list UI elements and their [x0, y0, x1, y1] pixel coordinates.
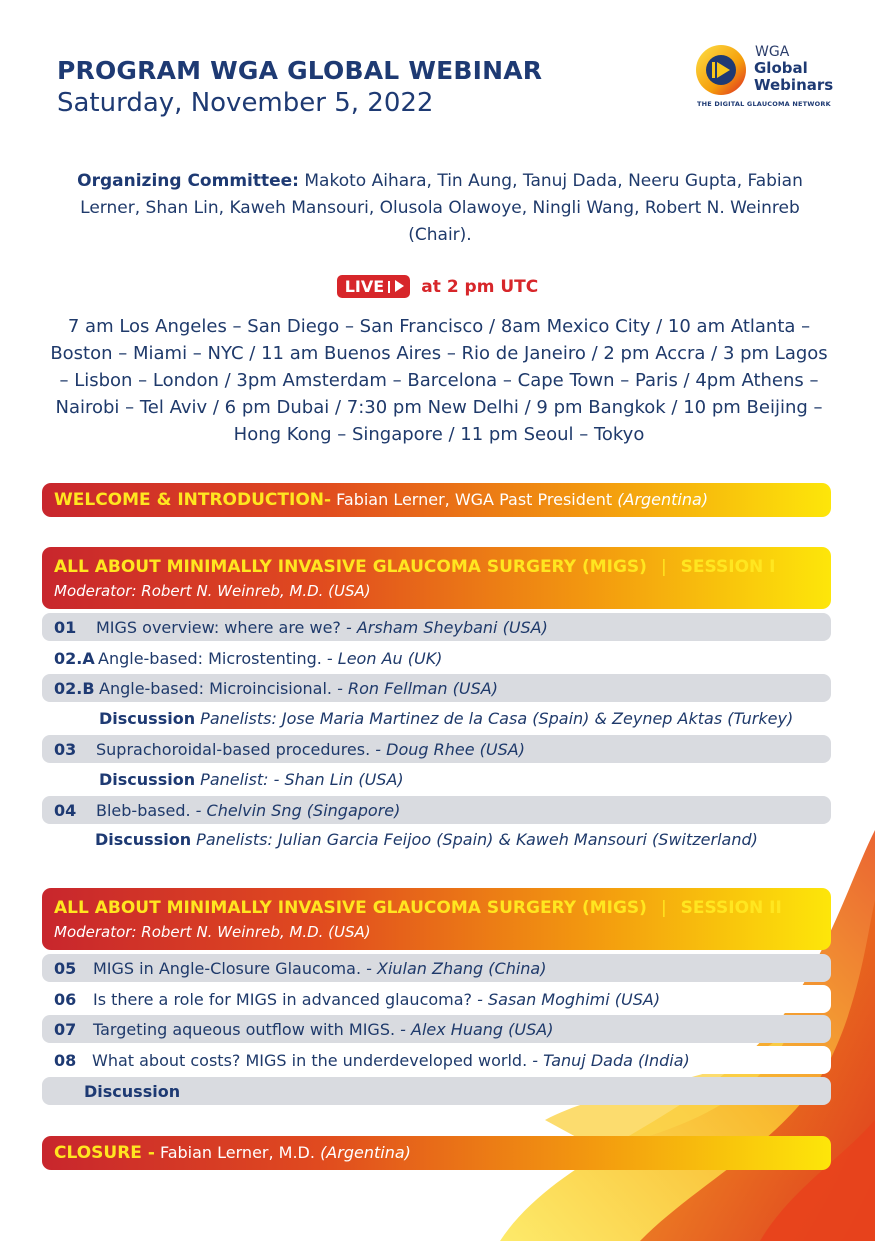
agenda-item	[42, 796, 831, 824]
logo-wordmark	[754, 60, 833, 94]
agenda-item	[42, 1046, 831, 1074]
item-number: 03	[54, 740, 77, 759]
item-speaker: - Xiulan Zhang (China)	[361, 959, 547, 978]
logo-line-webinars: Webinars	[754, 76, 834, 94]
closure-heading: CLOSURE -	[54, 1143, 155, 1163]
discussion-label: Discussion	[95, 830, 192, 849]
welcome-country: (Argentina)	[617, 490, 709, 509]
item-speaker: - Alex Huang (USA)	[395, 1020, 554, 1039]
item-title: MIGS overview: where are we?	[96, 618, 341, 637]
item-speaker: - Chelvin Sng (Singapore)	[190, 801, 401, 820]
live-badge: LIVE	[337, 275, 410, 298]
session2-label: SESSION II	[680, 898, 782, 918]
discussion-label: Discussion	[84, 1082, 181, 1101]
closure-country: (Argentina)	[320, 1143, 411, 1162]
agenda-item	[42, 735, 831, 763]
logo-wga-text: WGA	[755, 44, 790, 60]
live-time: at 2 pm UTC	[421, 276, 539, 297]
item-speaker: - Tanuj Dada (India)	[527, 1051, 690, 1070]
item-title: Angle-based: Microstenting.	[98, 649, 322, 668]
session1-separator: |	[660, 557, 667, 577]
play-icon	[395, 280, 404, 292]
item-title: Bleb-based.	[96, 801, 191, 820]
item-number: 01	[54, 618, 77, 637]
closure-banner	[42, 1136, 831, 1170]
session1-banner	[42, 547, 831, 609]
page-title: PROGRAM WGA GLOBAL WEBINAR	[57, 56, 543, 85]
item-speaker: - Doug Rhee (USA)	[370, 740, 525, 759]
item-speaker: - Leon Au (UK)	[321, 649, 443, 668]
discussion-line	[99, 709, 793, 728]
item-speaker: - Arsham Sheybani (USA)	[340, 618, 548, 637]
discussion-line	[95, 830, 758, 849]
agenda-item	[42, 644, 831, 672]
welcome-speaker: Fabian Lerner, WGA Past President	[336, 490, 613, 509]
agenda-item	[42, 1015, 831, 1043]
discussion-panelists: Panelists: Jose Maria Martinez de la Casa (Spain) & Zeynep Aktas (Turkey)	[195, 709, 794, 728]
item-number: 02.A	[54, 649, 95, 668]
session2-separator: |	[660, 898, 667, 918]
session2-banner	[42, 888, 831, 950]
item-title: Is there a role for MIGS in advanced glaucoma?	[93, 990, 473, 1009]
item-title: MIGS in Angle-Closure Glaucoma.	[93, 959, 362, 978]
logo-tagline: THE DIGITAL GLAUCOMA NETWORK	[697, 100, 831, 108]
live-bar-icon	[388, 281, 390, 293]
discussion-panelists: Panelist: - Shan Lin (USA)	[195, 770, 404, 789]
logo-line-global: Global	[754, 59, 808, 77]
closure-speaker: Fabian Lerner, M.D.	[159, 1143, 315, 1162]
agenda-discussion-row	[42, 1077, 831, 1105]
agenda-item	[42, 954, 831, 982]
session2-heading: ALL ABOUT MINIMALLY INVASIVE GLAUCOMA SURGERY (MIGS)	[54, 898, 647, 918]
session2-moderator: Moderator: Robert N. Weinreb, M.D. (USA)	[54, 923, 371, 941]
item-title: Targeting aqueous outflow with MIGS.	[93, 1020, 396, 1039]
committee-label: Organizing Committee:	[77, 171, 299, 191]
item-title: Angle-based: Microincisional.	[99, 679, 333, 698]
item-number: 04	[54, 801, 77, 820]
agenda-item	[42, 985, 831, 1013]
welcome-banner	[42, 483, 831, 517]
event-date: Saturday, November 5, 2022	[57, 88, 434, 118]
item-title: What about costs? MIGS in the underdeveloped world.	[92, 1051, 528, 1070]
item-number: 08	[54, 1051, 77, 1070]
item-number: 06	[54, 990, 77, 1009]
agenda-item	[42, 674, 831, 702]
session1-moderator: Moderator: Robert N. Weinreb, M.D. (USA)	[54, 582, 371, 600]
discussion-label: Discussion	[99, 709, 196, 728]
agenda-item	[42, 613, 831, 641]
session1-label: SESSION I	[680, 557, 776, 577]
item-number: 02.B	[54, 679, 95, 698]
item-number: 05	[54, 959, 77, 978]
item-speaker: - Sasan Moghimi (USA)	[472, 990, 661, 1009]
item-title: Suprachoroidal-based procedures.	[96, 740, 371, 759]
organizing-committee	[60, 168, 820, 249]
committee-members: Makoto Aihara, Tin Aung, Tanuj Dada, Neeru Gupta, Fabian Lerner, Shan Lin, Kaweh Mansouri, Olusola Olawoye, Ningli Wang, Robert N. Weinreb (Chair).	[80, 171, 803, 245]
live-indicator	[0, 275, 875, 298]
discussion-line	[99, 770, 404, 789]
discussion-panelists: Panelists: Julian Garcia Feijoo (Spain) & Kaweh Mansouri (Switzerland)	[191, 830, 758, 849]
item-speaker: - Ron Fellman (USA)	[332, 679, 498, 698]
welcome-heading: WELCOME & INTRODUCTION-	[54, 490, 332, 510]
timezone-list: 7 am Los Angeles – San Diego – San Francisco / 8am Mexico City / 10 am Atlanta – Boston – Miami – NYC / 11 am Buenos Aires – Rio de Janeiro / 2 pm Accra / 3 pm Lagos – Lisbon – London / 3pm Amsterdam – Barcelona – Cape Town – Paris / 4pm Athens – Nairobi – Tel Aviv / 6 pm Dubai / 7:30 pm New Delhi / 9 pm Bangkok / 10 pm Beijing – Hong Kong – Singapore / 11 pm Seoul – Tokyo	[50, 316, 828, 445]
discussion-label: Discussion	[99, 770, 196, 789]
item-number: 07	[54, 1020, 77, 1039]
session1-heading: ALL ABOUT MINIMALLY INVASIVE GLAUCOMA SURGERY (MIGS)	[54, 557, 647, 577]
